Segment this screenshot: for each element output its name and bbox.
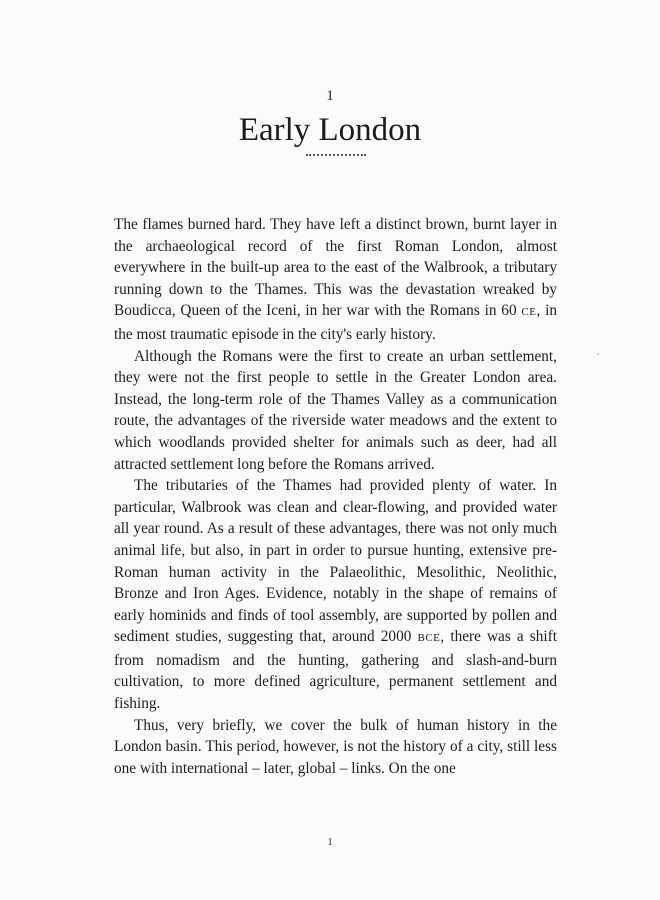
paragraph <box>114 475 557 715</box>
chapter-number: 1 <box>326 88 334 104</box>
era-abbreviation: BCE <box>417 632 441 645</box>
paragraph <box>114 346 557 476</box>
body-text <box>114 214 557 779</box>
paragraph-text: The flames burned hard. They have left a distinct brown, burnt layer in the archaeological record of the first Roman London, almost everywhere in the built-up area to the east of the Walbrook, a tributary running down to the Thames. This was the devastation wreaked by Boudicca, Queen of the Iceni, in her war with the Romans in 60 <box>114 216 557 320</box>
paragraph <box>114 715 557 780</box>
title-ornament-divider <box>306 154 366 156</box>
paragraph-text: , in the most traumatic episode in the city's early history. <box>114 302 557 343</box>
scan-speck <box>597 353 599 355</box>
era-abbreviation: CE <box>521 306 537 319</box>
paragraph-text: The tributaries of the Thames had provided plenty of water. In particular, Walbrook was clean and clear-flowing, and provided water all year round. As a result of these advantages, there was not only much animal life, but also, in part in order to pursue hunting, extensive pre-Roman human activity in the Palaeolithic, Mesolithic, Neolithic, Bronze and Iron Ages. Evidence, notably in the shape of remains of early hominids and finds of tool assembly, are supported by pollen and sediment studies, suggesting that, around 2000 <box>114 477 557 646</box>
paragraph-text: , there was a shift from nomadism and the hunting, gathering and slash-and-burn cultivation, to more defined agriculture, permanent settlement and fishing. <box>114 628 558 713</box>
paragraph-text: Although the Romans were the first to create an urban settlement, they were not the first people to settle in the Greater London area. Instead, the long-term role of the Thames Valley as a communication route, the advantages of the riverside water meadows and the extent to which woodlands provided shelter for animals such as deer, had all attracted settlement long before the Romans arrived. <box>114 347 557 473</box>
paragraph <box>114 214 557 346</box>
paragraph-text: Thus, very briefly, we cover the bulk of human history in the London basin. This period, however, is not the history of a city, still less one with international – later, global – links. On the one <box>114 716 557 777</box>
page-number: 1 <box>327 836 333 848</box>
chapter-title: Early London <box>238 112 422 148</box>
